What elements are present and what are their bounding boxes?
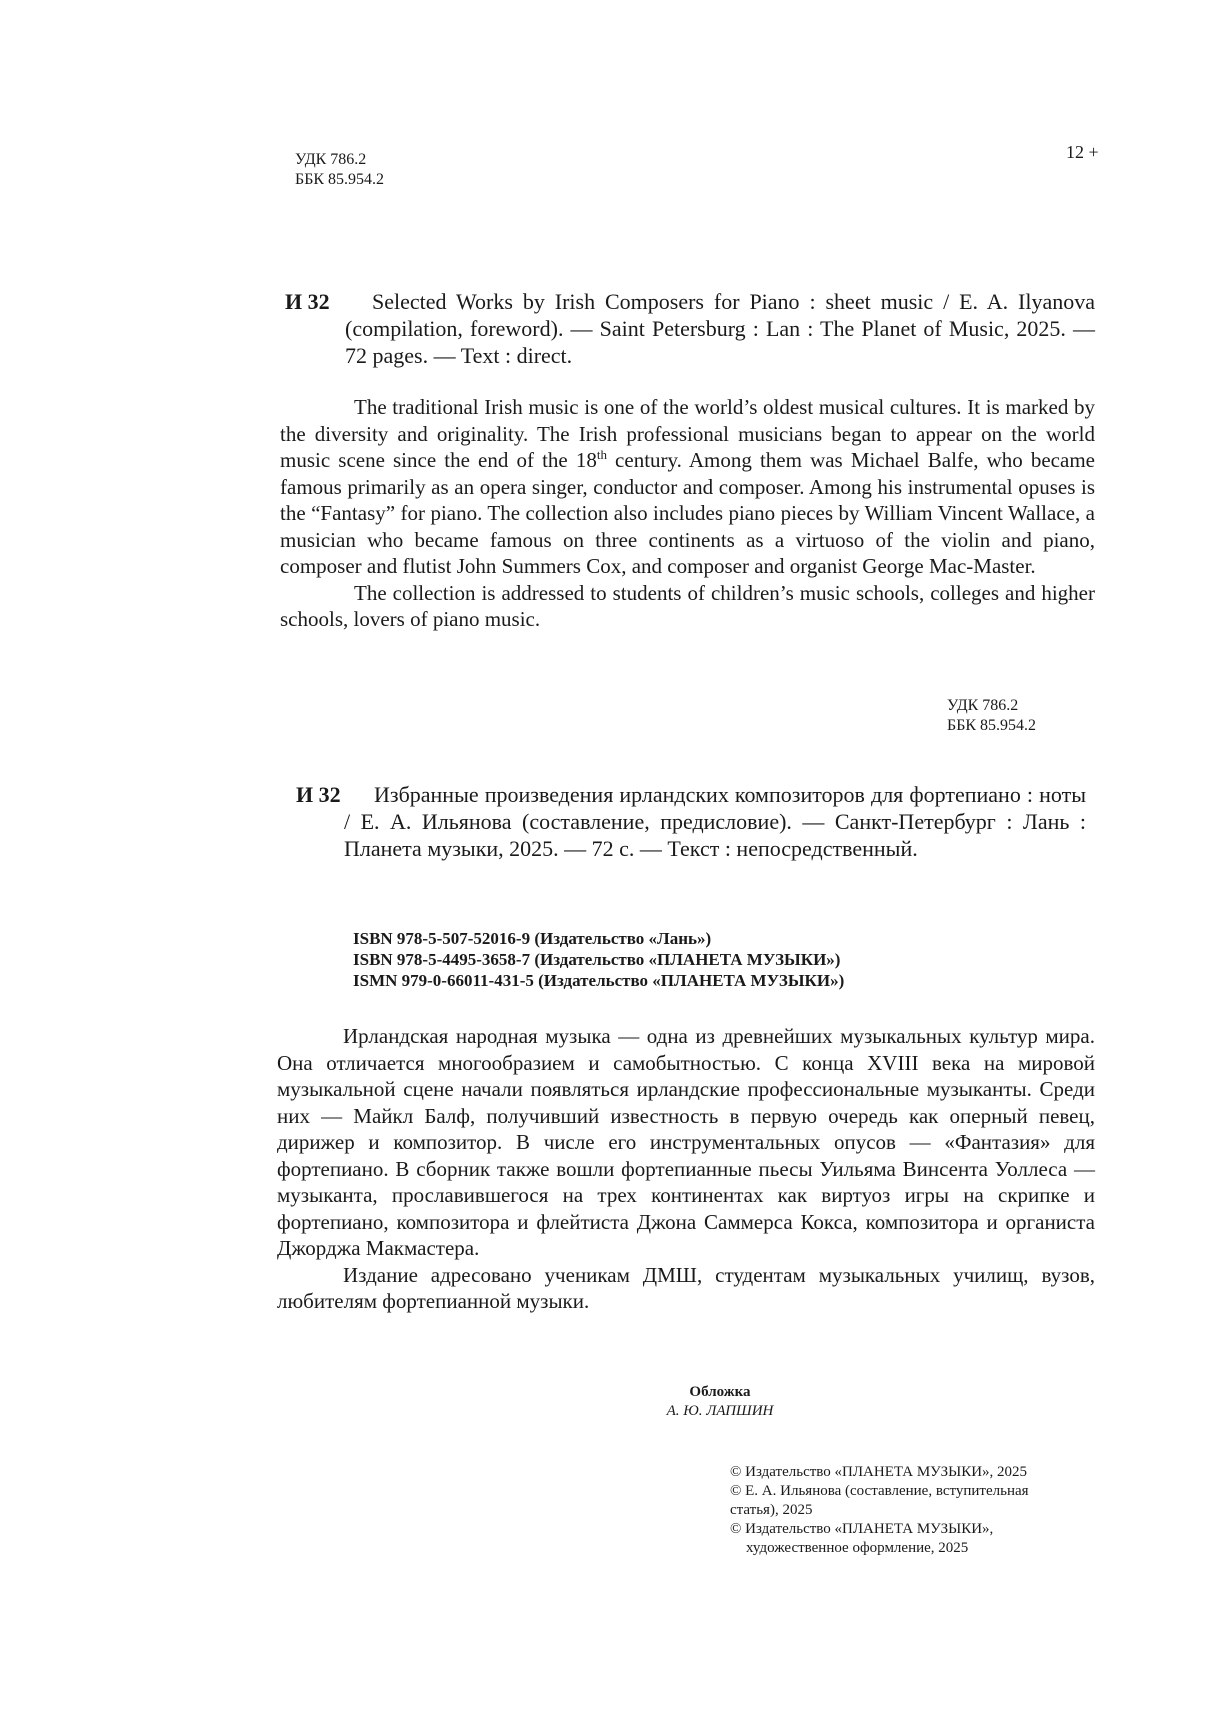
abstract-paragraph: Ирландская народная музыка — одна из древнейших музыкальных культур мира. Она отличается многообразием и самобытностью. С конца XVIII века на мировой музыкальной сцене начали появляться ирландские профессиональные музыканты. Среди них — Майкл Балф, получивший известность в первую очередь как оперный певец, дирижер и композитор. В числе его инструментальных опусов — «Фантазия» для фортепиано. В сборник также вошли фортепианные пьесы Уильяма Винсента Уоллеса — музыканта, прославившегося на трех континентах как виртуоз игры на скрипке и фортепиано, композитора и флейтиста Джона Саммерса Кокса, композитора и органиста Джорджа Макмастера. (277, 1024, 1095, 1260)
bbk-code: ББК 85.954.2 (295, 171, 385, 188)
abstract-paragraph: Издание адресовано ученикам ДМШ, студентам музыкальных училищ, вузов, любителям фортепианной музыки. (277, 1262, 1095, 1313)
copyright-block (730, 1463, 1100, 1558)
copyright-line: © Е. А. Ильянова (составление, вступительная (730, 1483, 1029, 1499)
cover-label: Обложка (689, 1384, 751, 1400)
abstract-english (280, 394, 1095, 633)
isbn-block (353, 928, 844, 991)
abstract-paragraph: The traditional Irish music is one of the world’s oldest musical cultures. It is marked by the diversity and originality. The Irish professional musicians began to appear on the world music scene since the end of the 18th century. Among them was Michael Balfe, who became famous primarily as an opera singer, conductor and composer. Among his instrumental opuses is the “Fantasy” for piano. The collection also includes piano pieces by William Vincent Wallace, a musician who became famous on three continents as a virtuoso of the violin and piano, composer and flutist John Summers Cox, and composer and organist George Mac-Master. (280, 395, 1095, 578)
copyright-line: статья), 2025 (730, 1502, 813, 1518)
cover-credit (560, 1383, 880, 1421)
catalog-entry-russian (296, 781, 1086, 862)
copyright-line: художественное оформление, 2025 (746, 1540, 969, 1556)
entry-number: И 32 (285, 289, 330, 314)
abstract-russian (277, 1023, 1095, 1315)
entry-number: И 32 (296, 782, 341, 807)
udk-code: УДК 786.2 (295, 151, 367, 168)
catalog-entry-english (285, 288, 1095, 369)
classification-codes-ru (947, 696, 1036, 736)
udk-code: УДК 786.2 (947, 697, 1019, 714)
isbn-line: ISBN 978-5-507-52016-9 (Издательство «Лань») (353, 929, 712, 948)
entry-title: Selected Works by Irish Composers for Piano : sheet music / E. A. Ilyanova (compilation, foreword). — Saint Petersburg : Lan : The Planet of Music, 2025. — 72 pages. — Text : direct. (345, 289, 1095, 368)
isbn-line: ISBN 978-5-4495-3658-7 (Издательство «ПЛАНЕТА МУЗЫКИ») (353, 950, 841, 969)
age-rating: 12 + (1066, 142, 1099, 162)
ismn-line: ISMN 979-0-66011-431-5 (Издательство «ПЛАНЕТА МУЗЫКИ») (353, 971, 845, 990)
copyright-line: © Издательство «ПЛАНЕТА МУЗЫКИ», 2025 (730, 1464, 1028, 1480)
cover-designer: А. Ю. ЛАПШИН (666, 1403, 774, 1419)
entry-title: Избранные произведения ирландских композиторов для фортепиано : ноты / Е. А. Ильянова (составление, предисловие). — Санкт-Петербург : Лань : Планета музыки, 2025. — 72 с. — Текст : непосредственный. (344, 782, 1086, 861)
bbk-code: ББК 85.954.2 (947, 717, 1037, 734)
copyright-line: © Издательство «ПЛАНЕТА МУЗЫКИ», (730, 1521, 994, 1537)
abstract-paragraph: The collection is addressed to students of children’s music schools, colleges and higher schools, lovers of piano music. (280, 580, 1095, 631)
top-classification-codes (295, 150, 384, 190)
